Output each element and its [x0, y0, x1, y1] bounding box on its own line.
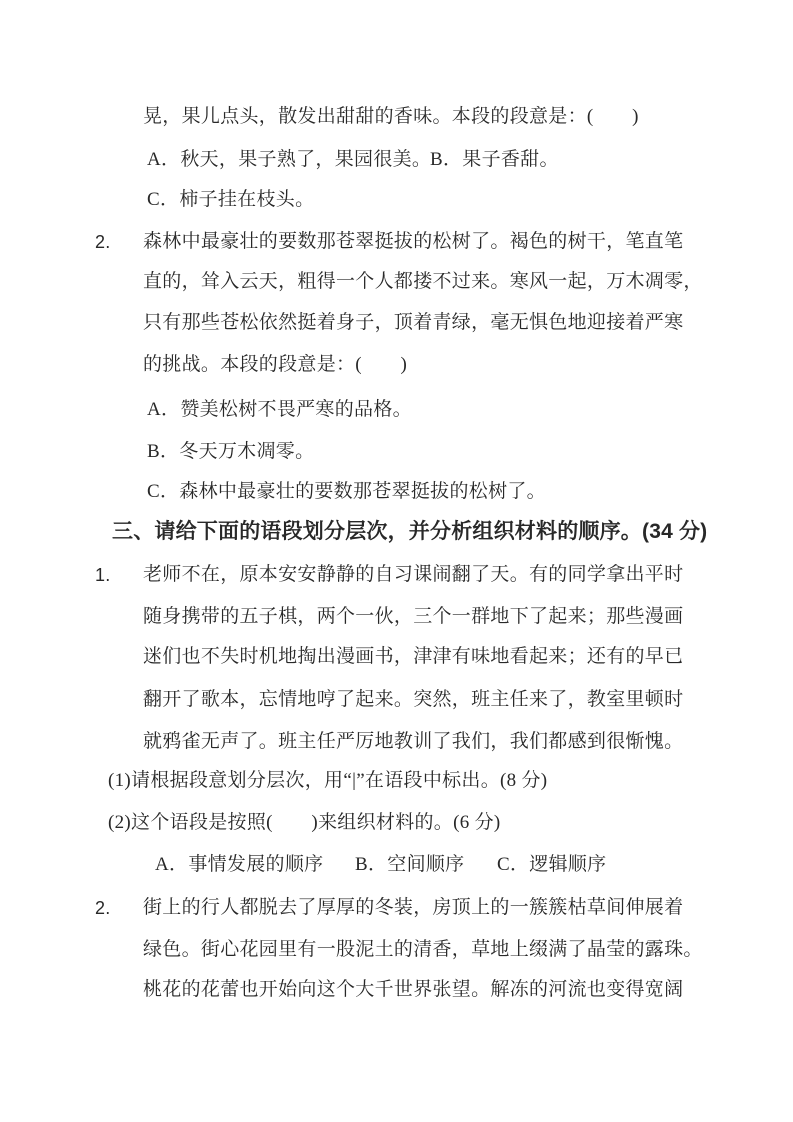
s3-q1-option-b: B．空间顺序 — [355, 854, 465, 875]
section3-heading: 三、请给下面的语段划分层次，并分析组织材料的顺序。(34 分) — [112, 520, 708, 543]
q1-passage-end: 晃，果儿点头，散发出甜甜的香味。本段的段意是：( ) — [143, 106, 639, 127]
s3-q1-option-c: C．逻辑顺序 — [497, 854, 607, 875]
s3-q1-number: 1. — [95, 565, 111, 585]
s3-q1-line-2: 随身携带的五子棋，两个一伙，三个一群地下了起来；那些漫画 — [143, 606, 684, 627]
s3-q1-subquestion-1: (1)请根据段意划分层次，用“|”在语段中标出。(8 分) — [108, 770, 548, 791]
s3-q2-line-1: 街上的行人都脱去了厚厚的冬装，房顶上的一簇簇枯草间伸展着 — [143, 897, 684, 918]
s3-q1-subquestion-2: (2)这个语段是按照( )来组织材料的。(6 分) — [108, 812, 501, 833]
s3-q1-line-3: 迷们也不失时机地掏出漫画书，津津有味地看起来；还有的早已 — [143, 646, 684, 667]
q1-option-a: A．秋天，果子熟了，果园很美。 — [147, 149, 432, 170]
q2-line-4: 的挑战。本段的段意是：( ) — [143, 354, 408, 375]
s3-q1-line-4: 翻开了歌本，忘情地哼了起来。突然，班主任来了，教室里顿时 — [143, 689, 684, 710]
q1-option-b: B．果子香甜。 — [430, 149, 559, 170]
s3-q1-option-a: A．事情发展的顺序 — [155, 854, 324, 875]
q2-line-2: 直的，耸入云天，粗得一个人都搂不过来。寒风一起，万木凋零， — [143, 271, 703, 292]
s3-q2-line-3: 桃花的花蕾也开始向这个大千世界张望。解冻的河流也变得宽阔 — [143, 979, 684, 1000]
s3-q1-line-1: 老师不在，原本安安静静的自习课闹翻了天。有的同学拿出平时 — [143, 564, 684, 585]
q2-option-a: A．赞美松树不畏严寒的品格。 — [147, 399, 412, 420]
q2-option-c: C．森林中最豪壮的要数那苍翠挺拔的松树了。 — [147, 481, 546, 502]
q2-option-b: B．冬天万木凋零。 — [147, 441, 315, 462]
q2-number: 2. — [95, 232, 111, 252]
s3-q2-number: 2. — [95, 898, 111, 918]
q1-option-c: C．柿子挂在枝头。 — [147, 189, 315, 210]
q2-line-1: 森林中最豪壮的要数那苍翠挺拔的松树了。褐色的树干，笔直笔 — [143, 231, 684, 252]
s3-q2-line-2: 绿色。街心花园里有一股泥土的清香，草地上缀满了晶莹的露珠。 — [143, 939, 703, 960]
s3-q1-line-5: 就鸦雀无声了。班主任严厉地教训了我们，我们都感到很惭愧。 — [143, 731, 684, 752]
q2-line-3: 只有那些苍松依然挺着身子，顶着青绿，毫无惧色地迎接着严寒 — [143, 312, 684, 333]
